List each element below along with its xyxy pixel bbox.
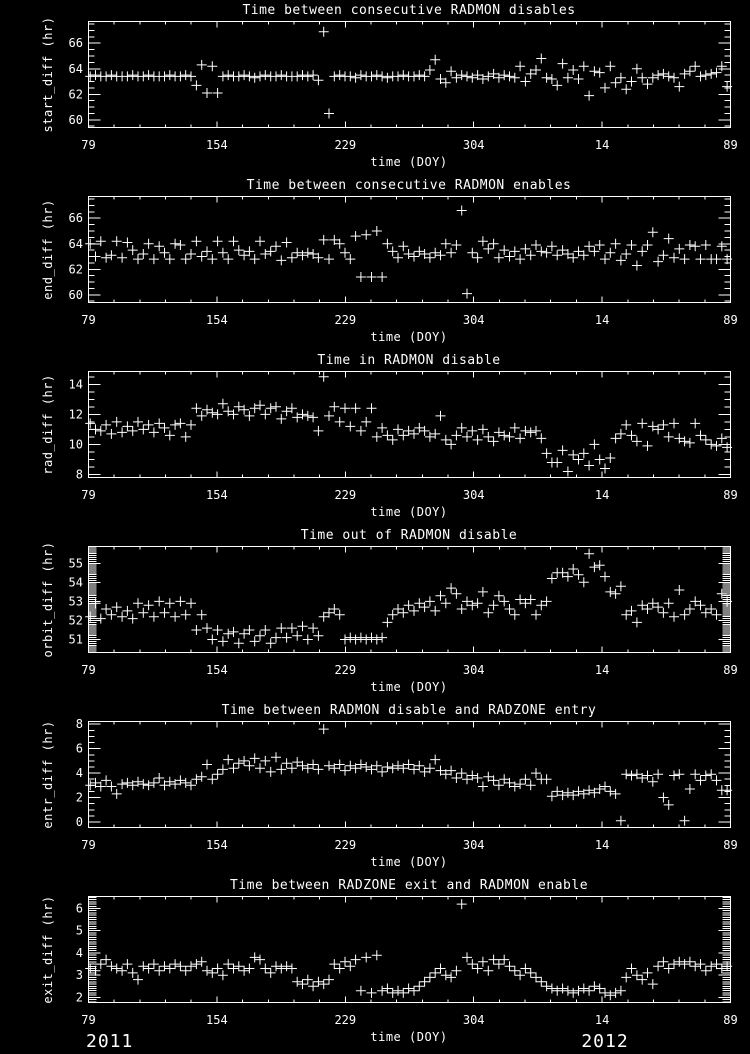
x-tick-label: 89 xyxy=(723,138,738,152)
year-label-2012: 2012 xyxy=(581,1031,629,1052)
y-tick-label: 62 xyxy=(68,262,83,277)
plot-title: Time between RADZONE exit and RADMON enable xyxy=(229,878,589,893)
x-tick-label: 89 xyxy=(723,488,738,502)
x-tick-label: 154 xyxy=(206,663,228,677)
y-tick-label: 5 xyxy=(75,923,83,938)
y-tick-label: 64 xyxy=(68,61,83,76)
x-tick-label: 14 xyxy=(594,138,610,152)
end-diff-canvas xyxy=(0,175,750,350)
y-axis-label: entr_diff (hr) xyxy=(41,720,55,829)
x-tick-label: 229 xyxy=(334,138,357,152)
subplot-rad-diff xyxy=(0,350,750,525)
x-tick-label: 229 xyxy=(334,1013,357,1027)
y-tick-label: 2 xyxy=(75,790,83,805)
axes-frame xyxy=(89,372,731,478)
start-diff-canvas xyxy=(0,0,750,175)
y-tick-label: 10 xyxy=(68,437,83,452)
y-tick-label: 52 xyxy=(68,613,83,628)
x-axis-label: time (DOY) xyxy=(370,680,448,694)
y-axis-label: end_diff (hr) xyxy=(41,199,55,300)
x-tick-label: 304 xyxy=(462,138,485,152)
x-tick-label: 229 xyxy=(334,663,357,677)
scatter-markers xyxy=(85,27,732,119)
subplot-start-diff xyxy=(0,0,750,175)
y-tick-label: 8 xyxy=(75,717,83,732)
plot-title: Time between RADMON disable and RADZONE entry xyxy=(221,703,597,718)
subplot-orbit-diff xyxy=(0,525,750,700)
orbit-diff-canvas xyxy=(0,525,750,700)
x-tick-label: 304 xyxy=(462,663,485,677)
y-tick-label: 60 xyxy=(68,287,83,302)
x-tick-label: 79 xyxy=(81,1013,96,1027)
plot-title: Time out of RADMON disable xyxy=(300,528,518,543)
rad-diff-canvas xyxy=(0,350,750,525)
x-tick-label: 154 xyxy=(206,138,228,152)
axes-frame xyxy=(89,547,731,653)
x-tick-label: 304 xyxy=(462,488,485,502)
y-tick-label: 3 xyxy=(75,968,83,983)
subplot-entr-diff xyxy=(0,700,750,875)
scatter-markers xyxy=(85,899,732,1000)
x-tick-label: 154 xyxy=(206,1013,228,1027)
x-tick-label: 14 xyxy=(594,488,610,502)
axes-frame xyxy=(89,22,731,128)
exit-diff-canvas xyxy=(0,875,750,1050)
y-tick-label: 51 xyxy=(68,632,83,647)
x-tick-label: 89 xyxy=(723,313,738,327)
y-tick-label: 14 xyxy=(68,377,83,392)
y-axis-label: orbit_diff (hr) xyxy=(41,541,55,658)
x-tick-label: 79 xyxy=(81,663,96,677)
plot-title: Time between consecutive RADMON enables xyxy=(246,178,572,193)
x-tick-label: 154 xyxy=(206,488,228,502)
y-tick-label: 6 xyxy=(75,741,83,756)
y-tick-label: 2 xyxy=(75,990,83,1005)
x-tick-label: 229 xyxy=(334,838,357,852)
x-tick-label: 89 xyxy=(723,1013,738,1027)
x-tick-label: 229 xyxy=(334,488,357,502)
y-tick-label: 0 xyxy=(75,815,83,829)
plot-title: Time between consecutive RADMON disables xyxy=(242,3,576,18)
x-tick-label: 79 xyxy=(81,313,96,327)
scatter-markers xyxy=(85,372,732,477)
y-tick-label: 60 xyxy=(68,112,83,127)
x-tick-label: 14 xyxy=(594,838,610,852)
x-axis-label: time (DOY) xyxy=(370,855,448,869)
x-tick-label: 89 xyxy=(723,663,738,677)
y-tick-label: 55 xyxy=(68,556,83,571)
x-tick-label: 14 xyxy=(594,663,610,677)
y-tick-label: 62 xyxy=(68,87,83,102)
scatter-markers xyxy=(85,206,732,299)
y-tick-label: 8 xyxy=(75,467,83,482)
x-tick-label: 79 xyxy=(81,138,96,152)
x-tick-label: 79 xyxy=(81,488,96,502)
y-tick-label: 53 xyxy=(68,594,83,609)
y-axis-label: rad_diff (hr) xyxy=(41,374,55,475)
plot-title: Time in RADMON disable xyxy=(317,353,501,368)
axes-frame xyxy=(89,197,731,303)
x-axis-label: time (DOY) xyxy=(370,505,448,519)
axes-frame xyxy=(89,897,731,1003)
scatter-markers xyxy=(85,724,732,826)
x-axis-label: time (DOY) xyxy=(370,330,448,344)
y-tick-label: 12 xyxy=(68,407,83,422)
y-tick-label: 6 xyxy=(75,901,83,916)
x-tick-label: 14 xyxy=(594,1013,610,1027)
y-tick-label: 4 xyxy=(75,766,83,781)
y-axis-label: exit_diff (hr) xyxy=(41,895,55,1004)
x-tick-label: 154 xyxy=(206,838,228,852)
year-label-2011: 2011 xyxy=(86,1031,134,1052)
x-tick-label: 14 xyxy=(594,313,610,327)
y-tick-label: 64 xyxy=(68,236,83,251)
x-tick-label: 79 xyxy=(81,838,96,852)
x-tick-label: 89 xyxy=(723,838,738,852)
y-axis-label: start_diff (hr) xyxy=(41,16,55,133)
y-tick-label: 54 xyxy=(68,575,83,590)
x-tick-label: 304 xyxy=(462,1013,485,1027)
subplot-end-diff xyxy=(0,175,750,350)
scatter-markers xyxy=(85,549,732,649)
entr-diff-canvas xyxy=(0,700,750,875)
y-tick-label: 4 xyxy=(75,945,83,960)
x-axis-label: time (DOY) xyxy=(370,1030,448,1044)
y-tick-label: 66 xyxy=(68,36,83,51)
x-tick-label: 154 xyxy=(206,313,228,327)
x-axis-label: time (DOY) xyxy=(370,155,448,169)
x-tick-label: 304 xyxy=(462,313,485,327)
x-tick-label: 304 xyxy=(462,838,485,852)
x-tick-label: 229 xyxy=(334,313,357,327)
y-tick-label: 66 xyxy=(68,211,83,226)
subplot-exit-diff xyxy=(0,875,750,1050)
